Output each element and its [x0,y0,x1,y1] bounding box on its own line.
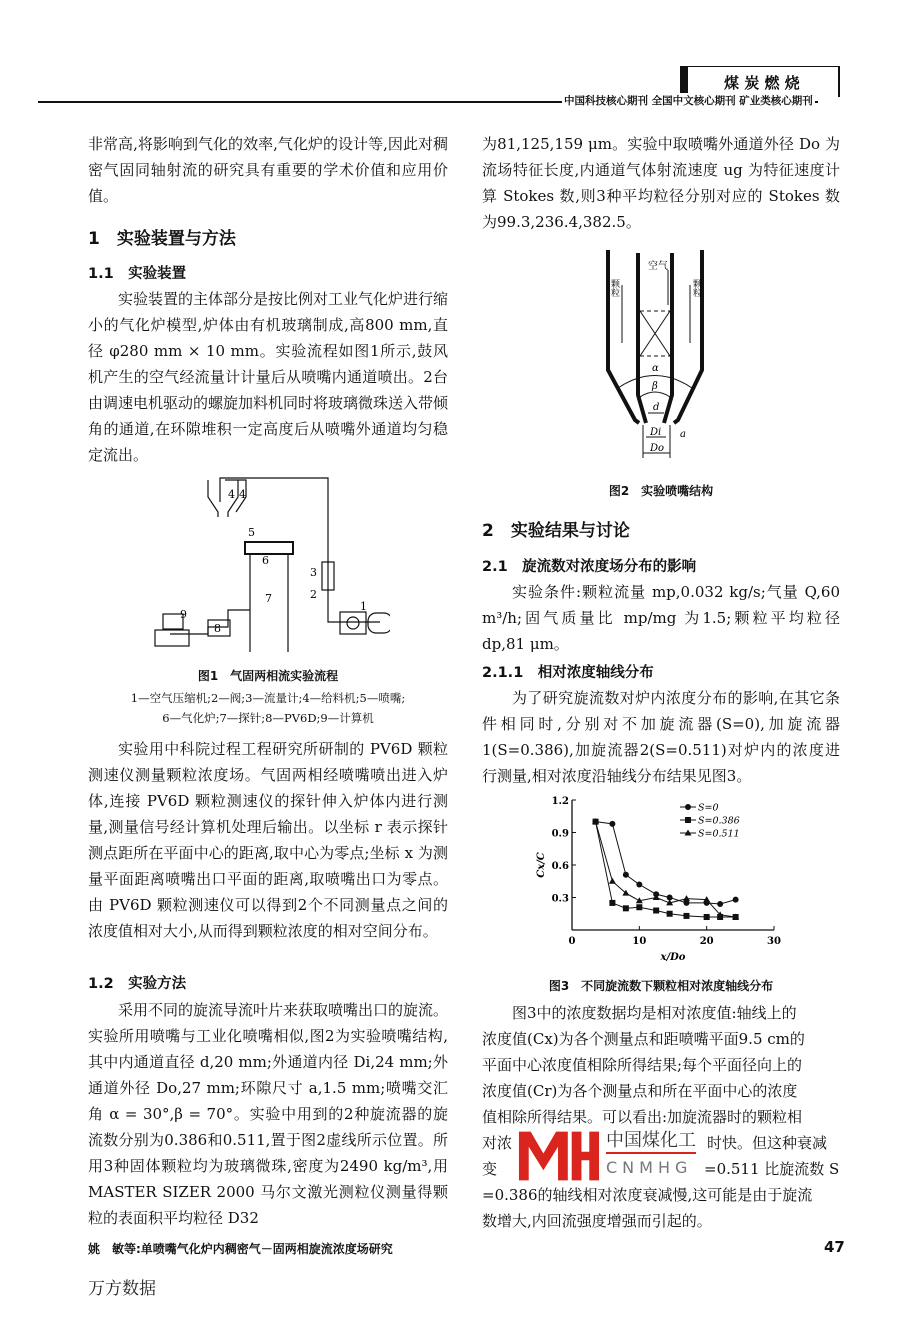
data-point [609,878,616,884]
fig2-beta-label: β [652,381,658,392]
y-tick-label: 0.6 [551,861,569,872]
paragraph: 实验用中科院过程工程研究所研制的 PV6D 颗粒测速仪测量颗粒浓度场。气固两相经喷嘴喷出进入炉体,连接 PV6D 颗粒测速仪的探针伸入炉体内进行测量,测量信号经计算机处理后输出。以坐标 r 表示探针测点距所在平面中心的距离,取中心为零点;坐标 x 为测量平面距离喷嘴出口平面的距离,取喷嘴出口为零点。由 PV6D 颗粒测速仪可以得到2个不同测量点之间的浓度值相对大小,从而得到颗粒浓度的相对空间分布。 [88,740,448,940]
fig1-label-3: 3 [310,566,317,579]
fig2-Do-label: Do [650,443,665,454]
fig2-alpha-label: α [652,363,659,374]
fig1-label-8: 8 [214,622,221,635]
y-tick-label: 0.3 [551,893,569,905]
y-tick-label: 1.2 [551,796,569,807]
text-line: =0.386的轴线相对浓度衰减慢,这可能是由于旋流 [482,1186,813,1204]
y-axis-label: Cx/C [536,852,547,878]
data-point [667,911,673,917]
figure-2-caption: 图2 实验喷嘴结构 [608,484,714,498]
figure-3-caption: 图3 不同旋流数下颗粒相对浓度轴线分布 [548,979,774,993]
watermark-abbr: CNMHG [606,1158,693,1177]
fig1-label-6: 6 [262,554,269,567]
fig1-label-4b: 4 [239,488,246,501]
figure-1-legend: 1—空气压缩机;2—阀;3—流量计;4—给料机;5—喷嘴; [130,691,406,705]
text-line: 浓度值(Cx)为各个测量点和距喷嘴平面9.5 cm的 [482,1030,805,1048]
figure-1-legend: 6—气化炉;7—探针;8—PV6D;9—计算机 [162,711,374,725]
text-line: 浓度值(Cr)为各个测量点和所在平面中心的浓度 [482,1082,798,1100]
fig2-particle-label-right: 颗粒 [691,279,701,297]
data-point [623,905,629,911]
data-point [636,882,642,888]
fig2-particle-label-left: 颗粒 [609,279,619,297]
fig1-label-5: 5 [248,526,255,539]
fig2-air-label: 空气 [648,261,668,272]
legend-label: S=0 [698,802,719,814]
data-point [704,914,710,920]
section-heading: 1 实验装置与方法 [88,229,236,249]
legend-label: S=0.386 [698,815,740,827]
subsection-heading: 2.1.1 相对浓度轴线分布 [482,665,654,681]
paragraph: 实验条件:颗粒流量 mp,0.032 kg/s;气量 Q,60 m³/h;固气质量比 mp/mg 为1.5;颗粒平均粒径 dp,81 μm。 [482,583,840,653]
legend-label: S=0.511 [698,828,740,840]
x-tick-label: 30 [767,936,781,947]
paragraph: 为了研究旋流数对炉内浓度分布的影响,在其它条件相同时,分别对不加旋流器(S=0),加旋流器1(S=0.386),加旋流器2(S=0.511)对炉内的浓度进行测量,相对浓度沿轴线分布结果见图3。 [482,689,840,785]
fig1-label-2: 2 [310,588,317,601]
text-line: 图3中的浓度数据均是相对浓度值:轴线上的 [482,1004,797,1022]
data-point [609,821,615,827]
page-number: 47 [824,1238,845,1256]
fig2-d-label: d [653,402,660,413]
text-fragment: 时快。但这种衰减 [707,1134,828,1152]
legend-marker [685,817,691,823]
fig1-label-9: 9 [180,608,187,621]
header-section: 煤 炭 燃 烧 [724,74,800,92]
paragraph: 非常高,将影响到气化的效率,气化炉的设计等,因此对稠密气固同轴射流的研究具有重要的学术价值和应用价值。 [88,135,448,205]
data-point [683,913,689,919]
watermark-logo [517,1130,707,1182]
header-journals: 中国科技核心期刊 全国中文核心期刊 矿业类核心期刊 [564,95,813,107]
data-point [653,908,659,914]
fig1-label-7: 7 [265,592,272,605]
running-title: 姚 敏等:单喷嘴气化炉内稠密气－固两相旋流浓度场研究 [88,1242,393,1256]
data-point [683,895,690,901]
paragraph [482,1000,840,1234]
source-label: 万方数据 [88,1279,156,1299]
figure-1-caption: 图1 气固两相流实验流程 [197,669,339,683]
fig1-label-1: 1 [360,600,367,613]
data-point [717,901,723,907]
fig1-label-4a: 4 [228,488,235,501]
x-axis-label: x/Do [660,952,686,963]
legend-marker [685,804,691,810]
data-point [636,904,642,910]
data-point [609,900,615,906]
paragraph: 采用不同的旋流导流叶片来获取喷嘴出口的旋流。实验所用喷嘴与工业化喷嘴相似,图2为实验喷嘴结构,其中内通道直径 d,20 mm;外通道内径 Di,24 mm;外通道外径 Do,27 mm;环隙尺寸 a,1.5 mm;喷嘴交汇角 α = 30°,β = 70°。实验中用到的2种旋流器的旋流数分别为0.386和0.511,置于图2虚线所示位置。所用3种固体颗粒均为玻璃微珠,密度为2490 kg/m³,用 MASTER SIZER 2000 马尔文激光测粒仪测量得颗粒的表面积平均粒径 D32 [88,1001,449,1227]
subsection-heading: 1.2 实验方法 [88,976,187,992]
subsection-heading: 2.1 旋流数对浓度场分布的影响 [482,559,697,575]
x-tick-label: 10 [632,936,647,947]
x-tick-label: 0 [568,936,576,947]
text-fragment: 对浓 [482,1134,513,1152]
section-heading: 2 实验结果与讨论 [482,521,630,541]
text-line: 数增大,内回流强度增强而引起的。 [482,1212,712,1230]
fig2-a-label: a [680,429,686,440]
subsection-heading: 1.1 实验装置 [88,266,187,282]
data-point [623,872,629,878]
y-tick-label: 0.9 [551,828,569,840]
mh-logo-icon [517,1130,601,1182]
figure-2-nozzle-diagram [590,245,720,460]
fig2-Di-label: Di [650,427,662,438]
figure-1-diagram [150,472,390,652]
data-point [733,897,739,903]
paragraph: 实验装置的主体部分是按比例对工业气化炉进行缩小的气化炉模型,炉体由有机玻璃制成,高800 mm,直径 φ280 mm × 10 mm。实验流程如图1所示,鼓风机产生的空气经流量计计量后从喷嘴内通道喷出。2台由调速电机驱动的螺旋加料机同时将玻璃微珠送入带倾角的通道,在环隙堆积一定高度后从喷嘴外通道均匀稳定流出。 [88,290,449,464]
watermark-logo-mark [517,1130,601,1182]
text-line: 平面中心浓度值相除所得结果;每个平面径向上的 [482,1056,803,1074]
text-fragment: =0.511 比旋流数 S [704,1160,840,1178]
x-tick-label: 20 [699,936,714,947]
text-fragment: 变 [482,1160,498,1178]
watermark-name: 中国煤化工 [606,1130,696,1154]
figure-3-chart [530,785,800,970]
paragraph: 为81,125,159 μm。实验中取喷嘴外通道外径 Do 为流场特征长度,内通道气体射流速度 ug 为特征速度计算 Stokes 数,则3种平均粒径分别对应的 Stokes 数为99.3,236.4,382.5。 [482,135,840,231]
text-line: 值相除所得结果。可以看出:加旋流器时的颗粒相 [482,1108,803,1126]
